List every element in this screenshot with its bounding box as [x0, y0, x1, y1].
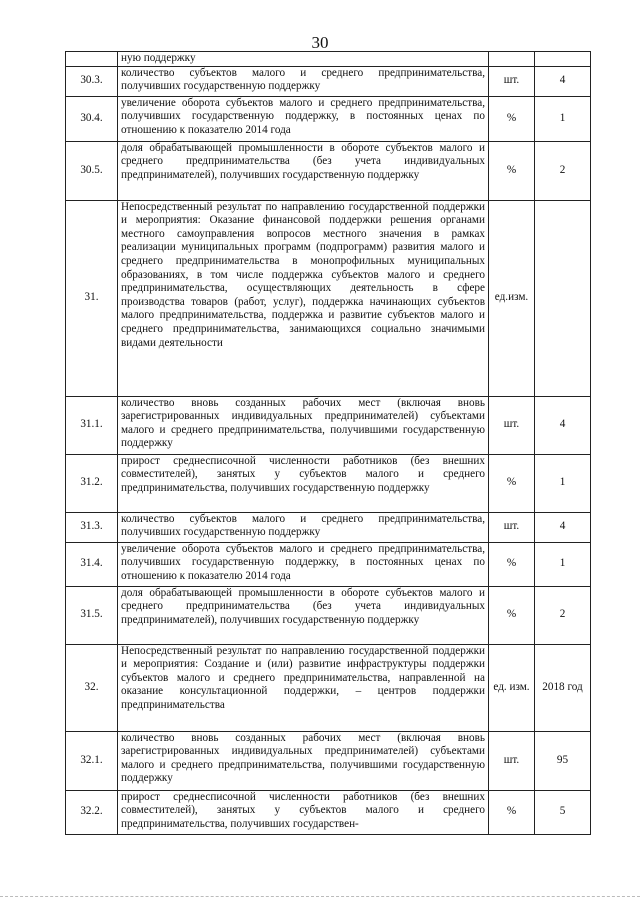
row-value: 4 — [535, 396, 591, 454]
row-description: Непосредственный результат по направлению государственной поддержки и мероприятия: Оказание финансовой поддержки решения органами местного самоуправления вопросов местного значения в рамках реализации муниципальных программ (подпрограмм) развития малого и среднего предпринимательства в монопрофильных муниципальных образованиях, в том числе поддержка субъектов малого и среднего предпринимательства, осуществляющих деятельность в сфере производства товаров (работ, услуг), поддержка начинающих субъектов малого предпринимательства, поддержка и развитие субъектов малого и среднего предпринимательства, занимающихся социально значимыми видами деятельности — [118, 200, 489, 396]
row-value: 95 — [535, 731, 591, 790]
row-value: 2 — [535, 141, 591, 200]
row-number: 32.2. — [66, 790, 118, 834]
row-number: 31. — [66, 200, 118, 396]
row-unit: шт. — [489, 512, 535, 542]
row-description: доля обрабатывающей промышленности в обороте субъектов малого и среднего предпринимательства (без учета индивидуальных предпринимателей), получивших государственную поддержку — [118, 141, 489, 200]
row-value: 5 — [535, 790, 591, 834]
row-value: 2018 год — [535, 644, 591, 731]
row-number — [66, 52, 118, 67]
row-value — [535, 200, 591, 396]
row-description: количество вновь созданных рабочих мест (включая вновь зарегистрированных индивидуальных предпринимателей) субъектами малого и среднего предпринимательства, получившими государственную поддержку — [118, 396, 489, 454]
row-value — [535, 52, 591, 67]
page-edge-line — [0, 896, 640, 897]
row-unit: % — [489, 454, 535, 512]
row-number: 31.3. — [66, 512, 118, 542]
row-unit: % — [489, 542, 535, 586]
row-unit: % — [489, 96, 535, 141]
row-number: 30.3. — [66, 66, 118, 96]
table-row — [66, 66, 591, 96]
row-description: количество субъектов малого и среднего предпринимательства, получивших государственную поддержку — [118, 512, 489, 542]
row-number: 30.4. — [66, 96, 118, 141]
row-value: 2 — [535, 586, 591, 644]
row-unit: % — [489, 790, 535, 834]
row-description: Непосредственный результат по направлению государственной поддержки и мероприятия: Создание и (или) развитие инфраструктуры поддержки субъектов малого и среднего предпринимательства, направленной на оказание консультационной поддержки, – центров поддержки предпринимательства — [118, 644, 489, 731]
row-number: 31.5. — [66, 586, 118, 644]
table-row — [66, 96, 591, 141]
row-description: увеличение оборота субъектов малого и среднего предпринимательства, получивших государственную поддержку, в постоянных ценах по отношению к показателю 2014 года — [118, 542, 489, 586]
row-unit: шт. — [489, 731, 535, 790]
row-number: 32. — [66, 644, 118, 731]
row-description: количество вновь созданных рабочих мест (включая вновь зарегистрированных индивидуальных предпринимателей) субъектами малого и среднего предпринимательства, получившими государственную поддержку — [118, 731, 489, 790]
row-value: 4 — [535, 512, 591, 542]
row-number: 31.2. — [66, 454, 118, 512]
table-row — [66, 141, 591, 200]
indicators-table — [65, 51, 591, 835]
row-description: ную поддержку — [118, 52, 489, 67]
row-unit — [489, 52, 535, 67]
table-row — [66, 586, 591, 644]
table-row — [66, 52, 591, 67]
row-description: доля обрабатывающей промышленности в обороте субъектов малого и среднего предпринимательства (без учета индивидуальных предпринимателей), получивших государственную поддержку — [118, 586, 489, 644]
row-unit: шт. — [489, 66, 535, 96]
row-unit: % — [489, 586, 535, 644]
page-number: 30 — [311, 33, 329, 52]
row-value: 1 — [535, 542, 591, 586]
table-row — [66, 512, 591, 542]
row-unit: ед. изм. — [489, 644, 535, 731]
row-unit: % — [489, 141, 535, 200]
row-number: 31.4. — [66, 542, 118, 586]
row-value: 4 — [535, 66, 591, 96]
row-number: 30.5. — [66, 141, 118, 200]
row-value: 1 — [535, 96, 591, 141]
row-number: 31.1. — [66, 396, 118, 454]
row-value: 1 — [535, 454, 591, 512]
row-description: прирост среднесписочной численности работников (без внешних совместителей), занятых у субъектов малого и среднего предпринимательства, получивших государственную поддержку — [118, 454, 489, 512]
table-row — [66, 790, 591, 834]
table-row — [66, 396, 591, 454]
table-row — [66, 542, 591, 586]
row-description: прирост среднесписочной численности работников (без внешних совместителей), занятых у субъектов малого и среднего предпринимательства, получивших государствен- — [118, 790, 489, 834]
row-description: увеличение оборота субъектов малого и среднего предпринимательства, получивших государственную поддержку, в постоянных ценах по отношению к показателю 2014 года — [118, 96, 489, 141]
row-number: 32.1. — [66, 731, 118, 790]
table-row — [66, 731, 591, 790]
row-unit: шт. — [489, 396, 535, 454]
row-unit: ед.изм. — [489, 200, 535, 396]
table-row — [66, 644, 591, 731]
table-row — [66, 200, 591, 396]
table-row — [66, 454, 591, 512]
row-description: количество субъектов малого и среднего предпринимательства, получивших государственную поддержку — [118, 66, 489, 96]
